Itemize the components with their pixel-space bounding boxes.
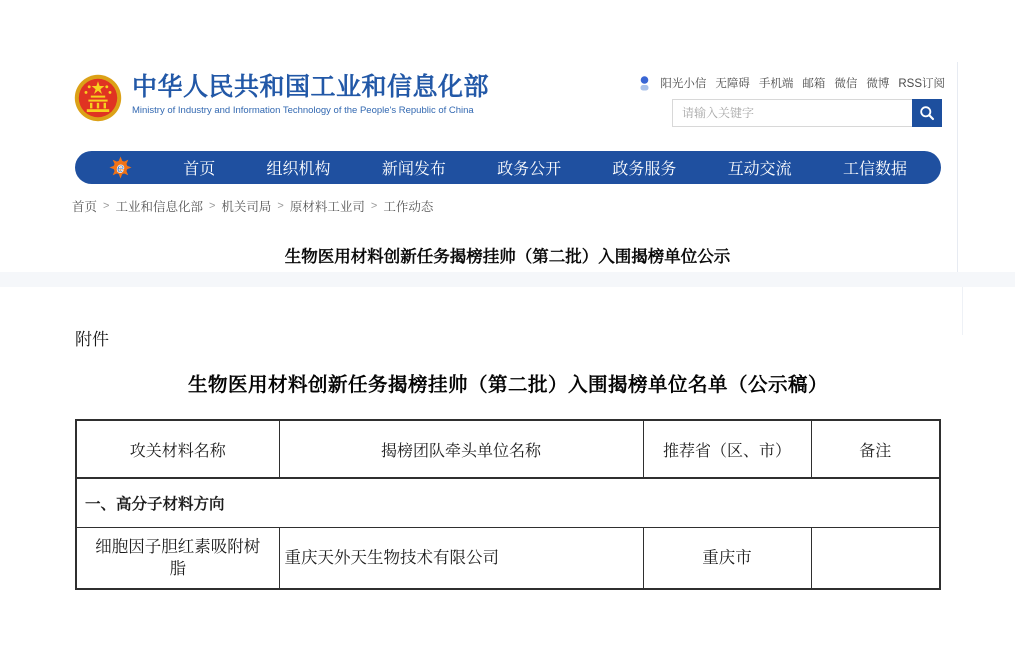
cell-organization: 重庆天外天生物技术有限公司 bbox=[279, 528, 643, 590]
cell-province: 重庆市 bbox=[643, 528, 811, 590]
top-link-mail[interactable]: 邮箱 bbox=[802, 78, 826, 90]
svg-text:e: e bbox=[116, 160, 125, 176]
nav-item-organization[interactable]: 组织机构 bbox=[266, 161, 331, 178]
top-link-rss[interactable]: RSS订阅 bbox=[898, 78, 945, 90]
search-button[interactable] bbox=[912, 99, 942, 127]
nav-item-news[interactable]: 新闻发布 bbox=[381, 161, 446, 178]
breadcrumb-separator: > bbox=[208, 200, 216, 212]
breadcrumb bbox=[72, 197, 433, 215]
breadcrumb-separator: > bbox=[277, 200, 284, 212]
top-link-accessibility[interactable]: 无障碍 bbox=[715, 78, 750, 90]
content-edge-line bbox=[957, 62, 958, 272]
col-header-remark: 备注 bbox=[811, 420, 940, 478]
nav-item-data[interactable]: 工信数据 bbox=[842, 161, 907, 178]
nav-item-disclosure[interactable]: 政务公开 bbox=[497, 161, 562, 178]
table-header-row bbox=[76, 420, 940, 478]
breadcrumb-raw-materials-dept[interactable]: 原材料工业司 bbox=[289, 200, 365, 214]
breadcrumb-work-updates[interactable]: 工作动态 bbox=[383, 200, 434, 214]
nav-item-interaction[interactable]: 互动交流 bbox=[727, 161, 792, 178]
page-title: 生物医用材料创新任务揭榜挂帅（第二批）入围揭榜单位公示 bbox=[284, 248, 731, 266]
site-brand bbox=[74, 73, 489, 123]
top-link-mobile[interactable]: 手机端 bbox=[758, 78, 794, 90]
main-nav bbox=[75, 151, 941, 184]
top-link-wechat[interactable]: 微信 bbox=[834, 78, 858, 90]
table-row bbox=[76, 528, 940, 590]
ministry-title-en: Ministry of Industry and Information Technology of the People's Republic of China bbox=[132, 104, 474, 116]
col-header-material: 攻关材料名称 bbox=[76, 420, 279, 478]
search-icon bbox=[918, 104, 936, 122]
attachment-label: 附件 bbox=[75, 330, 109, 349]
top-utility-links bbox=[638, 75, 945, 91]
col-header-organization: 揭榜团队牵头单位名称 bbox=[279, 420, 643, 478]
assistant-robot-icon bbox=[638, 76, 651, 91]
breadcrumb-separator: > bbox=[103, 200, 110, 212]
gov-e-logo-icon bbox=[109, 156, 132, 179]
top-link-weibo[interactable]: 微博 bbox=[866, 78, 890, 90]
national-emblem-logo bbox=[74, 73, 122, 123]
section-divider-band bbox=[0, 272, 1015, 287]
document-title: 生物医用材料创新任务揭榜挂帅（第二批）入围揭榜单位名单（公示稿） bbox=[187, 374, 828, 396]
breadcrumb-separator: > bbox=[370, 200, 378, 212]
top-link-assistant[interactable]: 阳光小信 bbox=[660, 78, 707, 90]
col-header-province: 推荐省（区、市） bbox=[643, 420, 811, 478]
cell-material: 细胞因子胆红素吸附树脂 bbox=[76, 528, 279, 590]
nav-item-home[interactable]: 首页 bbox=[183, 161, 216, 178]
content-edge-line bbox=[962, 287, 963, 335]
ministry-title: 中华人民共和国工业和信息化部 bbox=[132, 73, 490, 101]
cell-remark bbox=[811, 528, 940, 590]
breadcrumb-home[interactable]: 首页 bbox=[72, 200, 98, 214]
shortlist-table bbox=[75, 419, 941, 590]
search-bar bbox=[672, 99, 942, 127]
breadcrumb-miit[interactable]: 工业和信息化部 bbox=[115, 200, 203, 214]
table-section-label: 一、高分子材料方向 bbox=[76, 478, 940, 528]
search-input[interactable] bbox=[672, 99, 912, 127]
table-section-row bbox=[76, 478, 940, 528]
breadcrumb-departments[interactable]: 机关司局 bbox=[221, 200, 272, 214]
nav-item-services[interactable]: 政务服务 bbox=[612, 161, 677, 178]
